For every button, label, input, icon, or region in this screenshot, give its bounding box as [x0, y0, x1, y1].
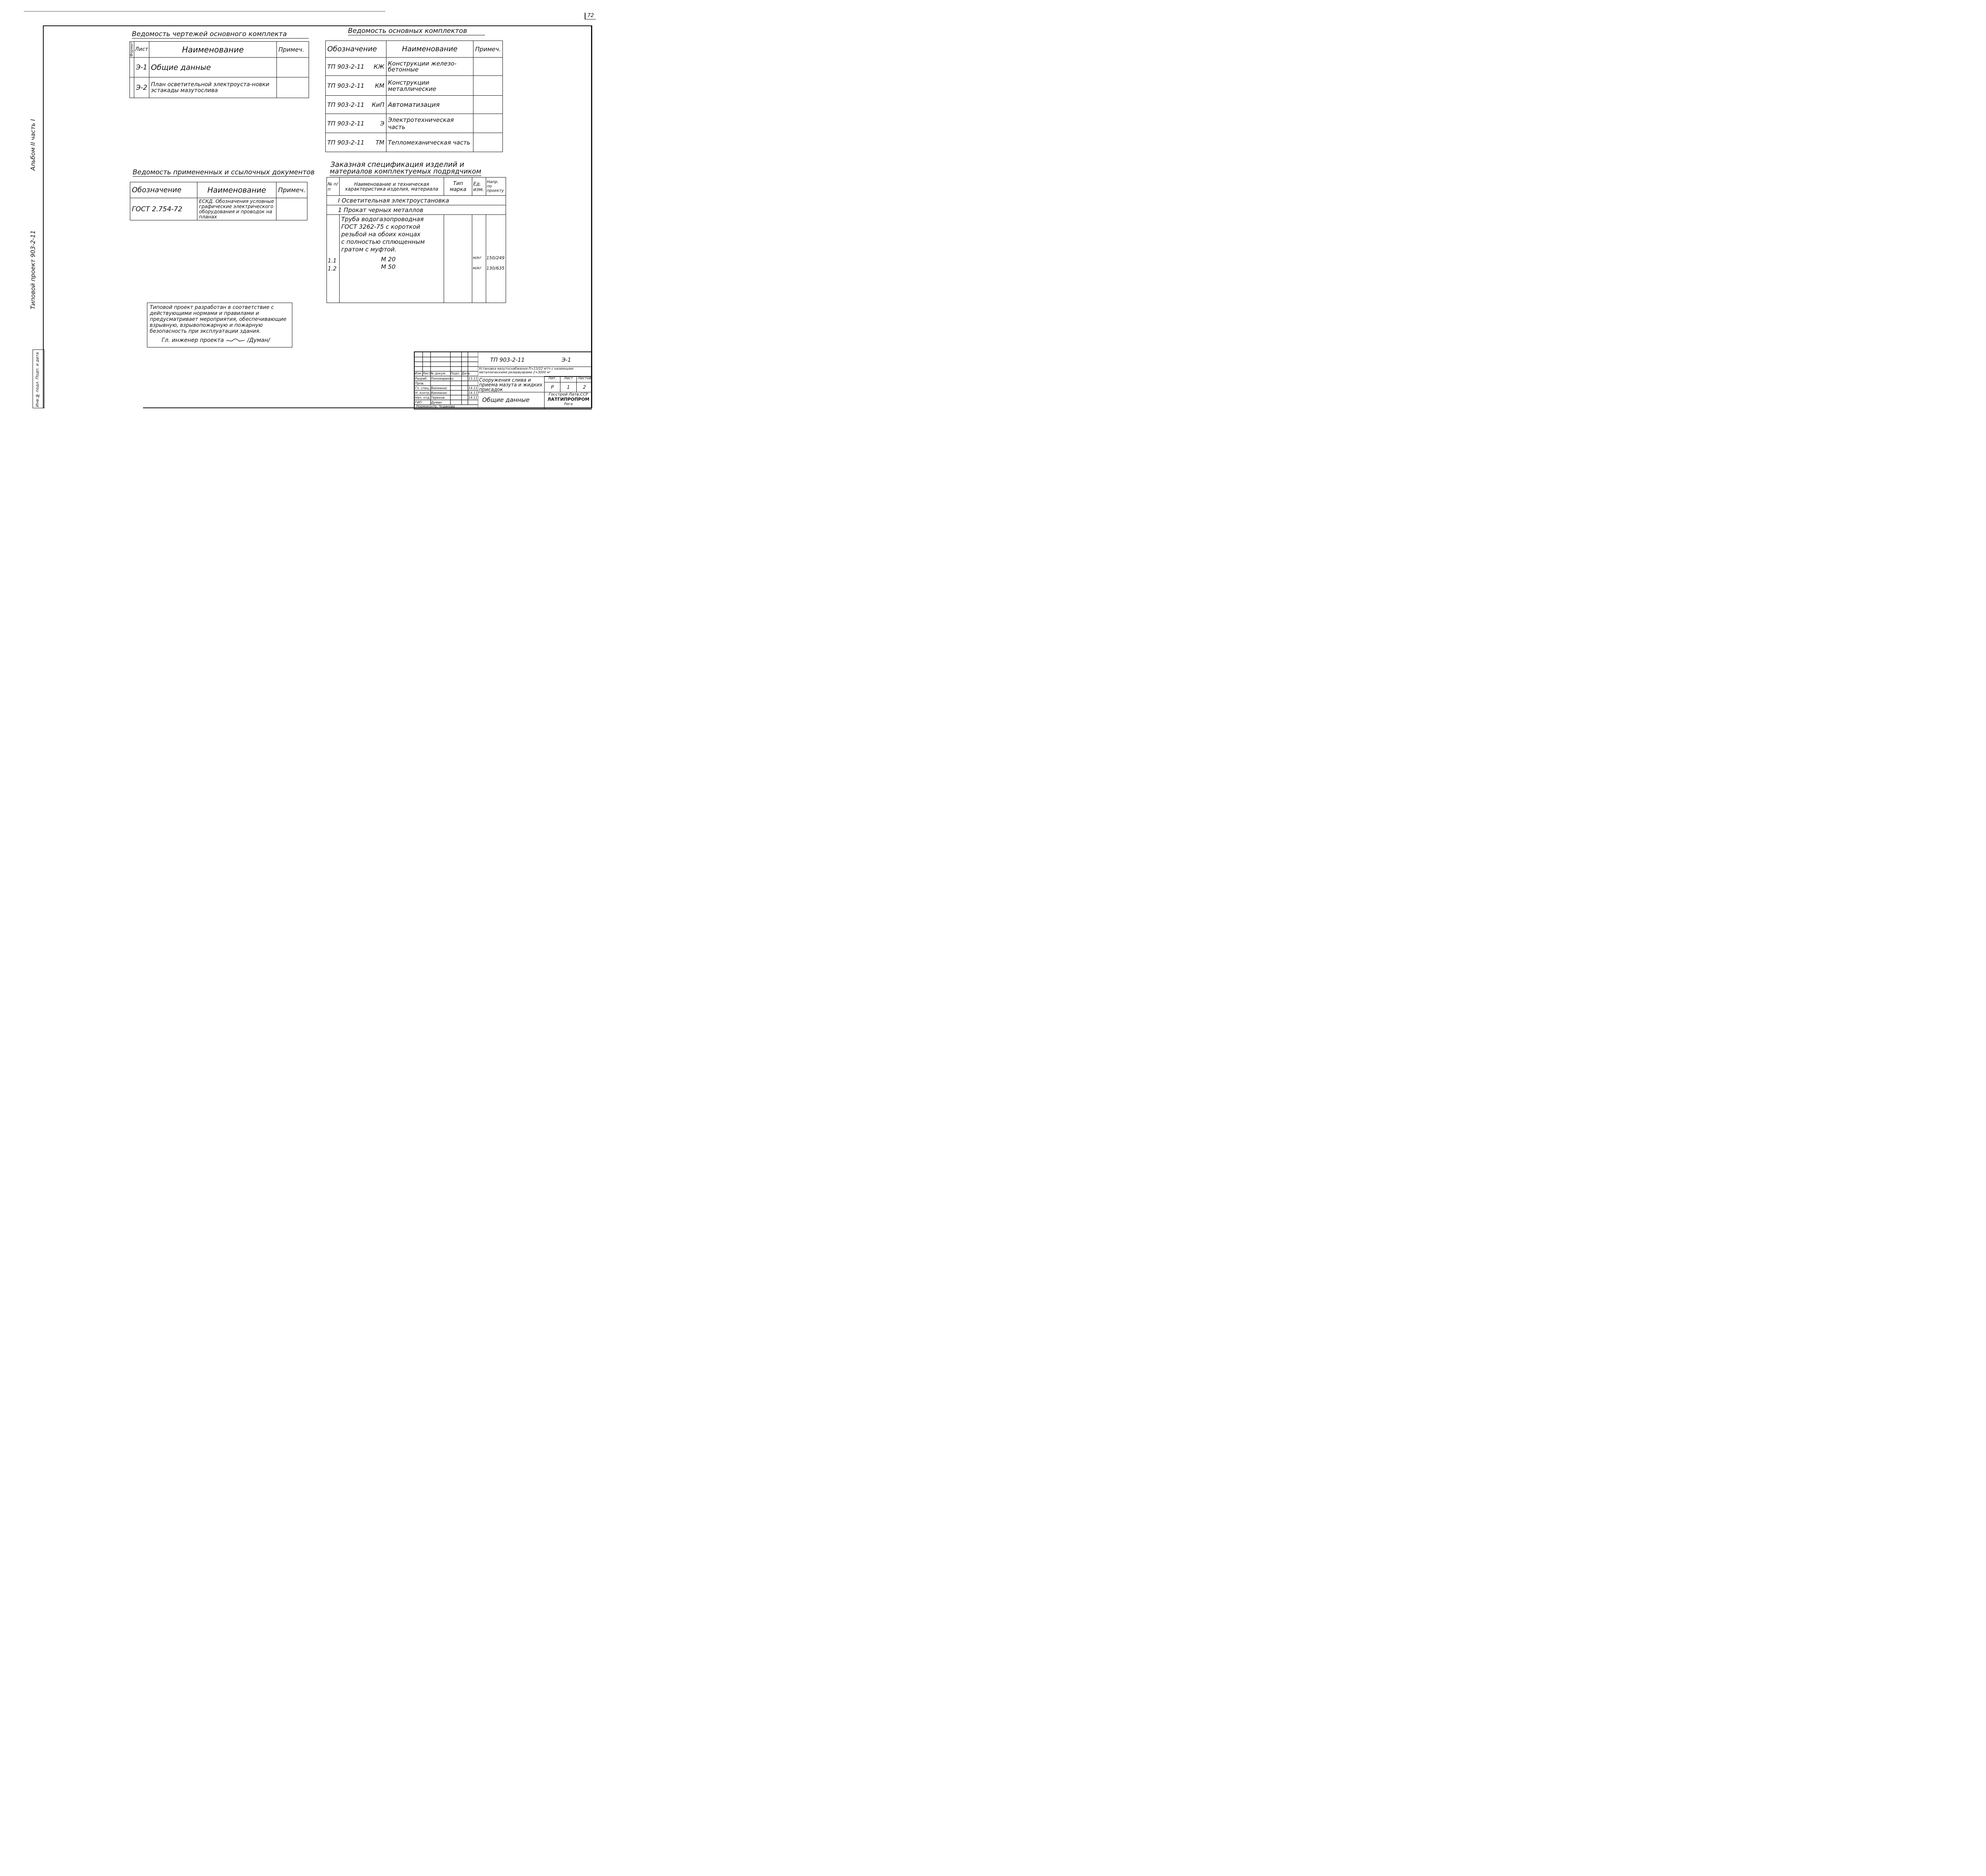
- item-desc-line: гратом с муфтой.: [341, 246, 397, 253]
- section-row: I Осветительная электроустановка: [327, 196, 506, 205]
- note-header: Примеч.: [276, 182, 307, 198]
- drawings-list-table: [129, 41, 309, 98]
- item-desc-line: Труба водогазопроводная: [341, 216, 424, 223]
- sheet-value: 1: [560, 382, 576, 392]
- sign-name: /Думан/: [247, 337, 270, 344]
- note-header: Примеч.: [473, 41, 503, 58]
- table-row: [130, 58, 309, 77]
- note-cell: [276, 198, 307, 220]
- item-name: М 20: [381, 256, 396, 263]
- role-name: Викманис: [431, 391, 448, 395]
- item-desc-line: резьбой на обоих концах: [341, 231, 421, 238]
- referenced-docs-title: Ведомость примененных и ссылочных документов: [133, 168, 315, 176]
- role: ГИП: [415, 401, 422, 404]
- role-date: 13.11: [468, 377, 477, 380]
- code-cell: ГОСТ 2.754-72: [130, 198, 197, 220]
- sheet-cell: Э-2: [134, 77, 149, 98]
- order-spec-table: [326, 177, 506, 303]
- table-row: [130, 198, 307, 220]
- name-cell: Общие данные: [149, 58, 276, 77]
- name-header: Наименование и техническая характеристика изделия, материала: [340, 178, 444, 196]
- role-name: Пономаренко: [431, 377, 454, 380]
- hdr-date: Дата: [462, 372, 470, 375]
- note-cell: [277, 58, 309, 77]
- item-qty: 130/635: [486, 266, 505, 271]
- code-cell: ТП 903-2-11: [326, 58, 369, 76]
- project-note: [147, 303, 292, 347]
- album-label: Альбом II часть I: [29, 119, 37, 171]
- project-code: ТП 903-2-11: [490, 357, 525, 363]
- role: Н. контр.: [415, 391, 431, 395]
- drawings-list-title: Ведомость чертежей основного комплекта: [132, 30, 309, 39]
- item-desc-line: с полностью сплющенным: [341, 238, 425, 245]
- sheets-header: Листов: [578, 376, 591, 380]
- note-text: Типовой проект разработан в соответствие с действующими нормами и правилами и предусматривает мероприятия, обеспечивающие взрывную, взрывопожарную и пожарную безопасность при эксплуатации здания.: [150, 305, 287, 334]
- item-num: 1.2: [328, 266, 337, 272]
- main-sets-table: [325, 41, 503, 152]
- mark-cell: Э: [369, 114, 386, 133]
- code-cell: ТП 903-2-11: [326, 96, 369, 114]
- sheet-name: Общие данные: [482, 396, 530, 403]
- hdr-doc: № докум.: [431, 372, 446, 375]
- code-header: Обозначение: [130, 182, 197, 198]
- item-unit: м/кг: [473, 256, 482, 260]
- name-header: Наименование: [197, 182, 276, 198]
- hdr-sheet: Лист: [423, 372, 431, 375]
- sheet-header: Лист: [134, 42, 149, 58]
- role: Нач. отд.: [415, 396, 431, 400]
- mark-cell: КЖ: [369, 58, 386, 76]
- role: Гл. спец.: [415, 386, 430, 390]
- name-cell: План осветительной электроуста-новки эстакады мазутослива: [149, 77, 276, 98]
- bottom-border-line: [143, 407, 592, 408]
- left-stamp-text: Инв.№ подл. Подп. и дата: [35, 352, 40, 407]
- item-name: М 50: [381, 263, 396, 270]
- name-cell: Конструкции железо-бетонные: [386, 58, 473, 76]
- code-cell: ТП 903-2-11: [326, 76, 369, 96]
- order-spec-title-1: Заказная спецификация изделий и: [330, 160, 464, 169]
- code-header: Обозначение: [326, 41, 386, 58]
- subsection-row: 1 Прокат черных металлов: [327, 205, 506, 215]
- table-row: [327, 215, 506, 303]
- item-qty: 150/249: [486, 255, 505, 261]
- table-row: [326, 58, 503, 76]
- table-row: [326, 114, 503, 133]
- main-sets-title: Ведомость основных комплектов: [348, 27, 485, 35]
- hdr-change: Изм.: [415, 372, 422, 375]
- code-cell: ТП 903-2-11: [326, 114, 369, 133]
- sheets-value: 2: [583, 384, 586, 390]
- item-num: 1.1: [328, 258, 337, 264]
- left-stamp: [33, 349, 44, 408]
- table-row: [326, 76, 503, 96]
- name-header: Наименование: [386, 41, 473, 58]
- role-date: 14.11: [468, 396, 477, 400]
- item-unit: м/кг: [473, 266, 482, 270]
- table-row: [130, 77, 309, 98]
- role: Разраб.: [415, 377, 428, 380]
- note-cell: [277, 77, 309, 98]
- mark-cell: ТМ: [369, 133, 386, 152]
- item-desc-line: ГОСТ 3262-75 с короткой: [341, 223, 420, 230]
- signature-icon: [226, 338, 245, 343]
- num-header: № п/п: [327, 178, 340, 196]
- table-row: [326, 96, 503, 114]
- hdr-sign: Подп.: [450, 372, 460, 375]
- qty-header: Напр. по проекту: [486, 178, 506, 196]
- project-title: Установка мазутоснабжения П=13/22 м³/ч с наземными металлическими резервуарами 2×3000 м³: [479, 367, 592, 377]
- type-header: Тип марка: [444, 178, 472, 196]
- footer-normcontrol: Нормоконтр. Чуданова: [416, 405, 455, 408]
- project-label: Типовой проект 903-2-11: [29, 230, 37, 309]
- table-row: [326, 133, 503, 152]
- role-name: Викманис: [431, 386, 448, 390]
- title-block: [414, 351, 592, 409]
- name-cell: ЕСКД. Обозначения условные графические электрического оборудования и проводок на планах: [197, 198, 276, 220]
- role-date: 14.11: [468, 386, 477, 390]
- name-header: Наименование: [149, 42, 276, 58]
- sheet-code: Э-1: [562, 357, 571, 363]
- name-cell: Электротехническая часть: [386, 114, 473, 133]
- sheet-cell: Э-1: [134, 58, 149, 77]
- name-cell: Конструкции металлические: [386, 76, 473, 96]
- code-cell: ТП 903-2-11: [326, 133, 369, 152]
- order-spec-title-2: материалов комплектуемых подрядчиком: [330, 168, 481, 176]
- mark-cell: КМ: [369, 76, 386, 96]
- format-header: Формат: [130, 42, 134, 57]
- name-cell: Тепломеханическая часть: [386, 133, 473, 152]
- org-line-3: Рига: [564, 402, 573, 406]
- role-name: Думан: [431, 401, 442, 404]
- stage-value: Р: [545, 382, 560, 392]
- org-line-1: Госстрой Латв.ССР: [549, 392, 588, 397]
- role: Пров.: [415, 382, 425, 385]
- sheet-header: Лист: [560, 376, 576, 382]
- referenced-docs-table: [130, 182, 307, 220]
- mark-cell: КиП: [369, 96, 386, 114]
- object-name: Сооружения слива и приема мазута и жидких присадок: [479, 377, 543, 392]
- unit-header: Ед. изм.: [472, 178, 486, 196]
- role-date: 14.11: [468, 391, 477, 395]
- role-name: [431, 381, 462, 386]
- note-header: Примеч.: [277, 42, 309, 58]
- stage-header: Лит.: [545, 376, 560, 382]
- drawing-frame: [43, 25, 592, 408]
- role-name: Терехов: [431, 396, 445, 400]
- name-cell: Автоматизация: [386, 96, 473, 114]
- org-line-2: ЛАТГИПРОПРОМ: [547, 397, 589, 402]
- page-number: 72: [585, 13, 596, 19]
- top-border-line: [24, 11, 385, 12]
- sign-label: Гл. инженер проекта: [162, 337, 224, 344]
